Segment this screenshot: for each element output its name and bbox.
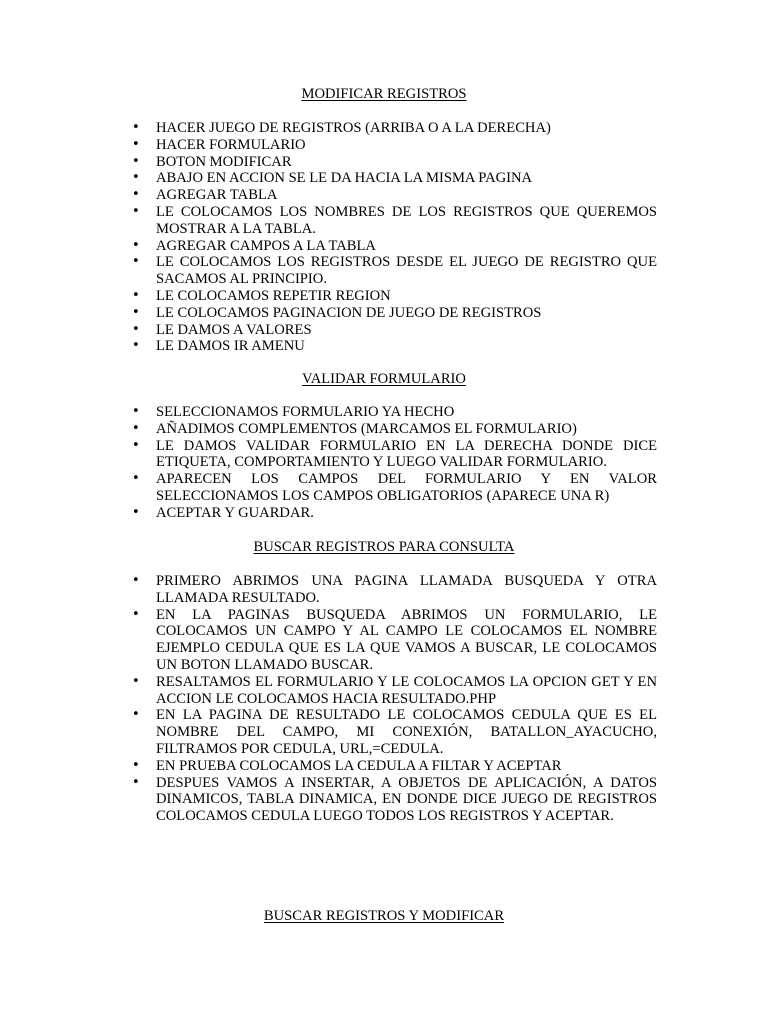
list-item: • ACEPTAR Y GUARDAR. xyxy=(156,505,657,522)
section-heading-modificar-registros: MODIFICAR REGISTROS xyxy=(301,86,467,102)
list-item: • LE DAMOS A VALORES xyxy=(156,322,657,339)
list-item: • HACER FORMULARIO xyxy=(156,137,657,154)
list-buscar-registros-consulta xyxy=(0,573,768,825)
list-item: • LE DAMOS IR AMENU xyxy=(156,338,657,355)
list-item: • SELECCIONAMOS FORMULARIO YA HECHO xyxy=(156,404,657,421)
section-heading-buscar-registros-modificar: BUSCAR REGISTROS Y MODIFICAR xyxy=(263,908,505,924)
list-item: • LE DAMOS VALIDAR FORMULARIO EN LA DERECHA DONDE DICE ETIQUETA, COMPORTAMIENTO Y LUEGO VALIDAR FORMULARIO. xyxy=(156,438,657,472)
list-item: • HACER JUEGO DE REGISTROS (ARRIBA O A LA DERECHA) xyxy=(156,120,657,137)
list-item: • LE COLOCAMOS REPETIR REGION xyxy=(156,288,657,305)
list-item: • AÑADIMOS COMPLEMENTOS (MARCAMOS EL FORMULARIO) xyxy=(156,421,657,438)
list-item: • LE COLOCAMOS LOS NOMBRES DE LOS REGISTROS QUE QUEREMOS MOSTRAR A LA TABLA. xyxy=(156,204,657,238)
list-item: • APARECEN LOS CAMPOS DEL FORMULARIO Y EN VALOR SELECCIONAMOS LOS CAMPOS OBLIGATORIOS (APARECE UNA R) xyxy=(156,471,657,505)
list-item: • PRIMERO ABRIMOS UNA PAGINA LLAMADA BUSQUEDA Y OTRA LLAMADA RESULTADO. xyxy=(156,573,657,607)
list-item: • DESPUES VAMOS A INSERTAR, A OBJETOS DE APLICACIÓN, A DATOS DINAMICOS, TABLA DINAMICA, EN DONDE DICE JUEGO DE REGISTROS COLOCAMOS CEDULA LUEGO TODOS LOS REGISTROS Y ACEPTAR. xyxy=(156,775,657,825)
section-heading-buscar-registros-consulta: BUSCAR REGISTROS PARA CONSULTA xyxy=(253,539,515,555)
list-item: • EN LA PAGINAS BUSQUEDA ABRIMOS UN FORMULARIO, LE COLOCAMOS UN CAMPO Y AL CAMPO LE COLOCAMOS EL NOMBRE EJEMPLO CEDULA QUE ES LA QUE VAMOS A BUSCAR, LE COLOCAMOS UN BOTON LLAMADO BUSCAR. xyxy=(156,607,657,674)
section-heading-validar-formulario: VALIDAR FORMULARIO xyxy=(302,371,466,387)
list-item: • EN PRUEBA COLOCAMOS LA CEDULA A FILTAR Y ACEPTAR xyxy=(156,758,657,775)
list-item: • RESALTAMOS EL FORMULARIO Y LE COLOCAMOS LA OPCION GET Y EN ACCION LE COLOCAMOS HACIA RESULTADO.PHP xyxy=(156,674,657,708)
list-item: • AGREGAR TABLA xyxy=(156,187,657,204)
list-item: • EN LA PAGINA DE RESULTADO LE COLOCAMOS CEDULA QUE ES EL NOMBRE DEL CAMPO, MI CONEXIÓN, BATALLON_AYACUCHO, FILTRAMOS POR CEDULA, URL,=CEDULA. xyxy=(156,707,657,757)
list-item: • LE COLOCAMOS LOS REGISTROS DESDE EL JUEGO DE REGISTRO QUE SACAMOS AL PRINCIPIO. xyxy=(156,254,657,288)
list-item: • ABAJO EN ACCION SE LE DA HACIA LA MISMA PAGINA xyxy=(156,170,657,187)
list-validar-formulario xyxy=(0,404,768,522)
list-modificar-registros xyxy=(0,120,768,355)
list-item: • AGREGAR CAMPOS A LA TABLA xyxy=(156,238,657,255)
list-item: • LE COLOCAMOS PAGINACION DE JUEGO DE REGISTROS xyxy=(156,305,657,322)
list-item: • BOTON MODIFICAR xyxy=(156,154,657,171)
